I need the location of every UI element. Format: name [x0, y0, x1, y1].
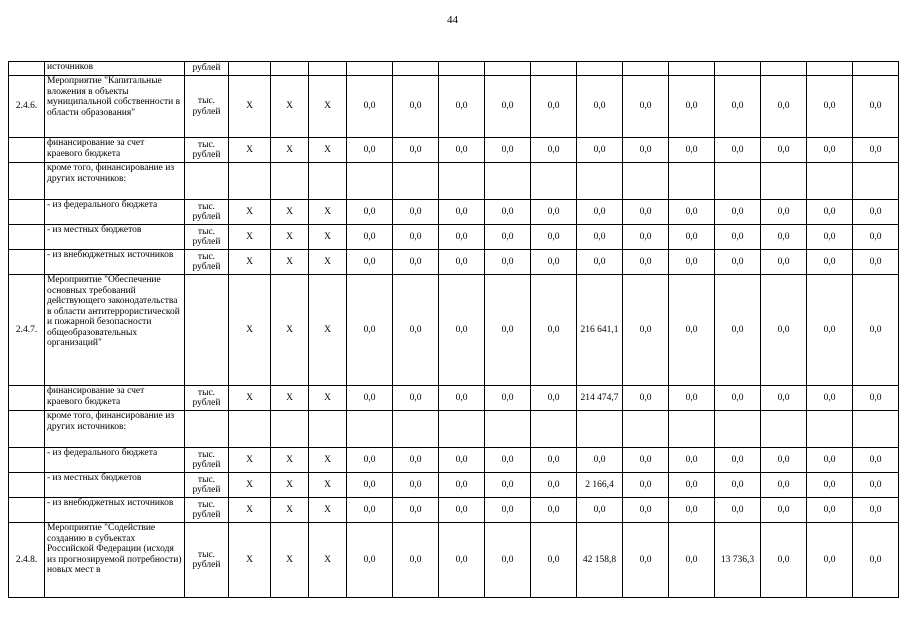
x-cell: X — [309, 225, 347, 250]
value-cell: 0,0 — [485, 225, 531, 250]
value-cell: 0,0 — [577, 448, 623, 473]
x-cell: X — [271, 473, 309, 498]
value-cell — [623, 62, 669, 76]
table-row — [9, 498, 899, 523]
x-cell: X — [309, 76, 347, 138]
x-cell: X — [309, 250, 347, 275]
table-row — [9, 523, 899, 598]
value-cell — [669, 411, 715, 448]
row-name: Мероприятие "Капитальные вложения в объекты муниципальной собственности в области образования" — [45, 76, 185, 138]
value-cell: 0,0 — [853, 76, 899, 138]
value-cell: 0,0 — [531, 200, 577, 225]
x-cell: X — [229, 275, 271, 386]
x-cell: X — [271, 498, 309, 523]
value-cell: 0,0 — [531, 386, 577, 411]
value-cell: 0,0 — [669, 523, 715, 598]
value-cell: 0,0 — [853, 250, 899, 275]
value-cell: 0,0 — [485, 448, 531, 473]
row-code — [9, 250, 45, 275]
value-cell: 0,0 — [439, 275, 485, 386]
value-cell: 0,0 — [577, 250, 623, 275]
x-cell: X — [271, 225, 309, 250]
x-cell: X — [309, 523, 347, 598]
value-cell — [393, 163, 439, 200]
value-cell: 0,0 — [485, 473, 531, 498]
value-cell: 0,0 — [807, 200, 853, 225]
value-cell: 0,0 — [439, 200, 485, 225]
value-cell: 0,0 — [853, 225, 899, 250]
value-cell: 0,0 — [761, 498, 807, 523]
x-cell: X — [271, 386, 309, 411]
row-name: финансирование за счет краевого бюджета — [45, 386, 185, 411]
table-row — [9, 163, 899, 200]
value-cell — [715, 411, 761, 448]
x-cell — [309, 62, 347, 76]
value-cell: 0,0 — [715, 250, 761, 275]
value-cell: 0,0 — [485, 250, 531, 275]
value-cell: 0,0 — [347, 200, 393, 225]
row-name: - из местных бюджетов — [45, 473, 185, 498]
value-cell: 0,0 — [761, 76, 807, 138]
x-cell: X — [271, 523, 309, 598]
value-cell: 0,0 — [715, 225, 761, 250]
value-cell: 0,0 — [669, 473, 715, 498]
value-cell — [531, 411, 577, 448]
value-cell: 0,0 — [853, 523, 899, 598]
table-row — [9, 200, 899, 225]
x-cell: X — [271, 76, 309, 138]
value-cell: 0,0 — [715, 386, 761, 411]
value-cell: 0,0 — [761, 138, 807, 163]
row-unit: тыс. рублей — [185, 498, 229, 523]
x-cell: X — [309, 275, 347, 386]
value-cell: 0,0 — [347, 448, 393, 473]
value-cell — [347, 163, 393, 200]
value-cell: 0,0 — [485, 76, 531, 138]
value-cell: 0,0 — [761, 275, 807, 386]
value-cell: 0,0 — [807, 250, 853, 275]
value-cell: 0,0 — [669, 200, 715, 225]
row-name: кроме того, финансирование из других источников: — [45, 411, 185, 448]
x-cell — [271, 62, 309, 76]
value-cell: 0,0 — [393, 473, 439, 498]
x-cell: X — [229, 523, 271, 598]
value-cell: 0,0 — [669, 138, 715, 163]
value-cell: 0,0 — [393, 76, 439, 138]
table-row — [9, 250, 899, 275]
value-cell — [669, 163, 715, 200]
row-code — [9, 473, 45, 498]
x-cell: X — [309, 386, 347, 411]
value-cell: 0,0 — [577, 498, 623, 523]
x-cell: X — [229, 76, 271, 138]
value-cell: 0,0 — [715, 275, 761, 386]
value-cell: 0,0 — [715, 200, 761, 225]
row-unit: тыс. рублей — [185, 250, 229, 275]
table-row — [9, 138, 899, 163]
value-cell: 0,0 — [531, 473, 577, 498]
value-cell — [807, 411, 853, 448]
value-cell: 216 641,1 — [577, 275, 623, 386]
value-cell: 0,0 — [485, 498, 531, 523]
value-cell: 0,0 — [807, 76, 853, 138]
row-unit: тыс. рублей — [185, 523, 229, 598]
value-cell — [347, 411, 393, 448]
row-name: Мероприятие "Содействие созданию в субъектах Российской Федерации (исходя из прогнозируемой потребности) новых мест в — [45, 523, 185, 598]
value-cell: 0,0 — [715, 138, 761, 163]
value-cell — [531, 62, 577, 76]
x-cell: X — [229, 448, 271, 473]
row-name: - из внебюджетных источников — [45, 250, 185, 275]
table-row — [9, 448, 899, 473]
value-cell — [439, 411, 485, 448]
row-name: - из федерального бюджета — [45, 200, 185, 225]
value-cell: 0,0 — [761, 250, 807, 275]
value-cell: 0,0 — [715, 448, 761, 473]
value-cell: 0,0 — [853, 473, 899, 498]
row-code — [9, 448, 45, 473]
row-code — [9, 386, 45, 411]
value-cell: 0,0 — [347, 473, 393, 498]
table-row — [9, 411, 899, 448]
row-code — [9, 411, 45, 448]
row-unit: тыс. рублей — [185, 200, 229, 225]
value-cell: 0,0 — [531, 250, 577, 275]
x-cell: X — [229, 250, 271, 275]
value-cell: 0,0 — [853, 386, 899, 411]
value-cell: 0,0 — [439, 76, 485, 138]
x-cell: X — [271, 275, 309, 386]
row-name: Мероприятие "Обеспечение основных требований действующего законодательства в области антитеррористической и пожарной безопасности общеобразовательных организаций" — [45, 275, 185, 386]
x-cell: X — [271, 138, 309, 163]
value-cell: 0,0 — [807, 473, 853, 498]
value-cell: 0,0 — [761, 448, 807, 473]
value-cell: 0,0 — [807, 138, 853, 163]
value-cell — [347, 62, 393, 76]
x-cell: X — [229, 200, 271, 225]
value-cell — [715, 163, 761, 200]
value-cell: 0,0 — [669, 275, 715, 386]
row-code — [9, 138, 45, 163]
x-cell: X — [229, 498, 271, 523]
value-cell: 0,0 — [439, 473, 485, 498]
value-cell: 0,0 — [531, 138, 577, 163]
value-cell: 0,0 — [485, 200, 531, 225]
value-cell: 0,0 — [531, 275, 577, 386]
value-cell: 0,0 — [393, 386, 439, 411]
row-code — [9, 498, 45, 523]
value-cell: 0,0 — [623, 138, 669, 163]
value-cell: 0,0 — [807, 225, 853, 250]
value-cell: 0,0 — [393, 250, 439, 275]
x-cell: X — [309, 448, 347, 473]
x-cell: X — [229, 386, 271, 411]
value-cell: 0,0 — [623, 250, 669, 275]
table-body — [9, 62, 899, 598]
x-cell — [229, 411, 271, 448]
value-cell: 0,0 — [623, 473, 669, 498]
row-code — [9, 62, 45, 76]
value-cell: 0,0 — [761, 386, 807, 411]
row-unit: тыс. рублей — [185, 386, 229, 411]
page-number: 44 — [447, 14, 458, 26]
value-cell: 0,0 — [347, 275, 393, 386]
value-cell: 0,0 — [393, 138, 439, 163]
value-cell — [577, 411, 623, 448]
value-cell: 42 158,8 — [577, 523, 623, 598]
value-cell: 0,0 — [623, 523, 669, 598]
value-cell: 0,0 — [347, 386, 393, 411]
value-cell: 0,0 — [761, 473, 807, 498]
value-cell: 0,0 — [623, 225, 669, 250]
table-row — [9, 473, 899, 498]
x-cell: X — [229, 225, 271, 250]
value-cell: 0,0 — [577, 225, 623, 250]
value-cell: 0,0 — [853, 138, 899, 163]
x-cell: X — [229, 473, 271, 498]
value-cell: 0,0 — [669, 498, 715, 523]
value-cell — [577, 62, 623, 76]
value-cell: 0,0 — [485, 523, 531, 598]
value-cell — [485, 62, 531, 76]
value-cell: 0,0 — [853, 448, 899, 473]
value-cell — [807, 163, 853, 200]
table-row — [9, 76, 899, 138]
value-cell: 0,0 — [531, 76, 577, 138]
row-unit: тыс. рублей — [185, 473, 229, 498]
value-cell: 0,0 — [531, 225, 577, 250]
row-name: - из местных бюджетов — [45, 225, 185, 250]
value-cell — [439, 163, 485, 200]
value-cell: 0,0 — [439, 448, 485, 473]
value-cell: 0,0 — [623, 448, 669, 473]
value-cell: 0,0 — [347, 523, 393, 598]
row-unit: тыс. рублей — [185, 448, 229, 473]
row-code: 2.4.8. — [9, 523, 45, 598]
value-cell: 0,0 — [715, 473, 761, 498]
value-cell — [623, 411, 669, 448]
value-cell — [853, 411, 899, 448]
value-cell: 0,0 — [669, 225, 715, 250]
x-cell — [309, 411, 347, 448]
table-row — [9, 275, 899, 386]
row-name: - из внебюджетных источников — [45, 498, 185, 523]
value-cell: 0,0 — [807, 386, 853, 411]
row-unit: рублей — [185, 62, 229, 76]
x-cell — [229, 163, 271, 200]
value-cell: 0,0 — [393, 225, 439, 250]
row-unit: тыс. рублей — [185, 225, 229, 250]
value-cell: 0,0 — [347, 76, 393, 138]
value-cell: 0,0 — [669, 76, 715, 138]
row-code: 2.4.7. — [9, 275, 45, 386]
x-cell — [271, 411, 309, 448]
value-cell: 0,0 — [347, 250, 393, 275]
value-cell: 0,0 — [807, 275, 853, 386]
x-cell — [271, 163, 309, 200]
value-cell: 0,0 — [439, 498, 485, 523]
value-cell — [623, 163, 669, 200]
value-cell: 0,0 — [623, 275, 669, 386]
value-cell — [761, 163, 807, 200]
value-cell: 0,0 — [439, 225, 485, 250]
value-cell: 0,0 — [715, 498, 761, 523]
value-cell — [715, 62, 761, 76]
value-cell: 0,0 — [669, 250, 715, 275]
row-code — [9, 200, 45, 225]
value-cell: 0,0 — [623, 76, 669, 138]
value-cell: 0,0 — [439, 138, 485, 163]
value-cell: 0,0 — [761, 200, 807, 225]
value-cell: 0,0 — [393, 498, 439, 523]
row-code — [9, 225, 45, 250]
value-cell: 0,0 — [715, 76, 761, 138]
value-cell — [485, 411, 531, 448]
value-cell — [577, 163, 623, 200]
value-cell: 0,0 — [393, 448, 439, 473]
x-cell: X — [271, 200, 309, 225]
value-cell: 0,0 — [853, 200, 899, 225]
value-cell: 214 474,7 — [577, 386, 623, 411]
value-cell: 0,0 — [439, 523, 485, 598]
table-row — [9, 386, 899, 411]
value-cell: 0,0 — [761, 225, 807, 250]
row-code — [9, 163, 45, 200]
x-cell: X — [309, 473, 347, 498]
value-cell: 0,0 — [623, 200, 669, 225]
value-cell: 0,0 — [393, 523, 439, 598]
value-cell: 0,0 — [347, 498, 393, 523]
x-cell: X — [309, 498, 347, 523]
table-row — [9, 225, 899, 250]
value-cell: 0,0 — [669, 448, 715, 473]
value-cell — [393, 62, 439, 76]
row-name: источников — [45, 62, 185, 76]
value-cell: 0,0 — [531, 448, 577, 473]
x-cell: X — [271, 448, 309, 473]
value-cell: 0,0 — [761, 523, 807, 598]
value-cell: 0,0 — [623, 498, 669, 523]
value-cell — [853, 163, 899, 200]
value-cell: 0,0 — [807, 523, 853, 598]
row-code: 2.4.6. — [9, 76, 45, 138]
value-cell: 2 166,4 — [577, 473, 623, 498]
x-cell — [229, 62, 271, 76]
value-cell — [531, 163, 577, 200]
value-cell: 0,0 — [485, 386, 531, 411]
value-cell: 0,0 — [485, 275, 531, 386]
value-cell: 0,0 — [531, 498, 577, 523]
value-cell: 0,0 — [577, 138, 623, 163]
value-cell: 0,0 — [439, 386, 485, 411]
value-cell — [439, 62, 485, 76]
value-cell: 0,0 — [577, 76, 623, 138]
row-name: кроме того, финансирование из других источников: — [45, 163, 185, 200]
row-name: - из федерального бюджета — [45, 448, 185, 473]
value-cell: 0,0 — [485, 138, 531, 163]
value-cell — [761, 62, 807, 76]
row-unit — [185, 411, 229, 448]
budget-table — [8, 61, 899, 598]
value-cell — [485, 163, 531, 200]
value-cell — [393, 411, 439, 448]
value-cell: 0,0 — [393, 200, 439, 225]
value-cell: 0,0 — [439, 250, 485, 275]
value-cell: 0,0 — [853, 275, 899, 386]
value-cell: 13 736,3 — [715, 523, 761, 598]
x-cell: X — [229, 138, 271, 163]
value-cell — [807, 62, 853, 76]
x-cell: X — [309, 200, 347, 225]
x-cell: X — [271, 250, 309, 275]
x-cell — [309, 163, 347, 200]
table-row — [9, 62, 899, 76]
value-cell: 0,0 — [393, 275, 439, 386]
value-cell: 0,0 — [347, 138, 393, 163]
row-unit: тыс. рублей — [185, 138, 229, 163]
row-name: финансирование за счет краевого бюджета — [45, 138, 185, 163]
value-cell: 0,0 — [807, 498, 853, 523]
row-unit: тыс. рублей — [185, 76, 229, 138]
value-cell — [761, 411, 807, 448]
value-cell — [853, 62, 899, 76]
value-cell: 0,0 — [853, 498, 899, 523]
value-cell: 0,0 — [669, 386, 715, 411]
value-cell — [669, 62, 715, 76]
value-cell: 0,0 — [531, 523, 577, 598]
value-cell: 0,0 — [623, 386, 669, 411]
value-cell: 0,0 — [577, 200, 623, 225]
value-cell: 0,0 — [347, 225, 393, 250]
value-cell: 0,0 — [807, 448, 853, 473]
row-unit — [185, 275, 229, 386]
x-cell: X — [309, 138, 347, 163]
row-unit — [185, 163, 229, 200]
